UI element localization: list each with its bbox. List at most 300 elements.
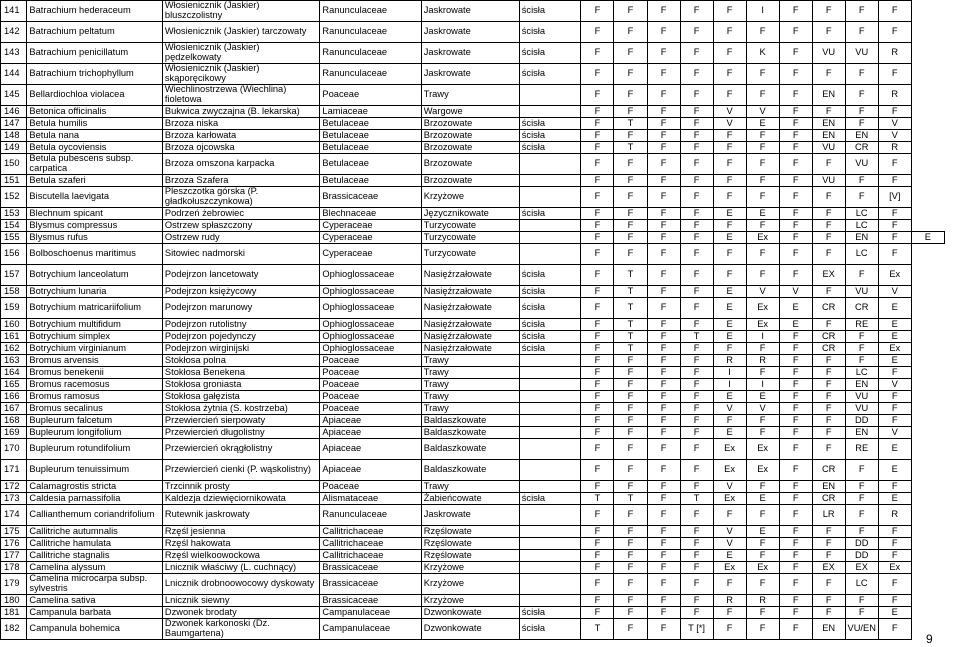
polish-name: Rzęśl hakowata xyxy=(162,538,320,550)
protection-status xyxy=(519,187,581,208)
protection-status xyxy=(519,154,581,175)
category-cell: F xyxy=(878,403,911,415)
latin-name: Bolboschoenus maritimus xyxy=(27,244,162,265)
category-cell: F xyxy=(614,232,647,244)
category-cell: VU xyxy=(845,286,878,298)
row-number: 182 xyxy=(1,619,27,640)
row-number: 149 xyxy=(1,142,27,154)
category-cell: EN xyxy=(845,232,878,244)
category-cell: T xyxy=(614,343,647,355)
category-cell: F xyxy=(845,175,878,187)
category-cell: F xyxy=(647,286,680,298)
category-cell: F xyxy=(812,439,845,460)
category-cell: R xyxy=(878,505,911,526)
family-name: Brassicaceae xyxy=(320,187,421,208)
latin-name: Blysmus rufus xyxy=(27,232,162,244)
family-polish-name: Brzozowate xyxy=(421,175,519,187)
family-name: Ophioglossaceae xyxy=(320,286,421,298)
category-cell: F xyxy=(581,187,614,208)
category-cell: F xyxy=(647,22,680,43)
category-cell: F xyxy=(713,130,746,142)
category-cell: VU xyxy=(845,391,878,403)
row-number: 159 xyxy=(1,298,27,319)
latin-name: Callitriche hamulata xyxy=(27,538,162,550)
category-cell: Ex xyxy=(713,460,746,481)
polish-name: Brzoza niska xyxy=(162,118,320,130)
category-cell: F xyxy=(680,244,713,265)
category-cell: F xyxy=(581,142,614,154)
category-cell: F xyxy=(746,22,779,43)
category-cell: F xyxy=(878,391,911,403)
table-row xyxy=(1,391,945,403)
category-cell: V xyxy=(779,286,812,298)
category-cell: V xyxy=(713,526,746,538)
protection-status: ścisła xyxy=(519,64,581,85)
latin-name: Blechnum spicant xyxy=(27,208,162,220)
category-cell: F xyxy=(779,220,812,232)
category-cell: F xyxy=(680,391,713,403)
category-cell: F xyxy=(647,562,680,574)
category-cell: F xyxy=(647,331,680,343)
family-polish-name: Baldaszkowate xyxy=(421,460,519,481)
family-name: Poaceae xyxy=(320,367,421,379)
table-row xyxy=(1,574,945,595)
polish-name: Przewiercień cienki (P. wąskolistny) xyxy=(162,460,320,481)
category-cell: F xyxy=(779,142,812,154)
protection-status: ścisła xyxy=(519,619,581,640)
category-cell: F xyxy=(878,595,911,607)
category-cell: F xyxy=(680,130,713,142)
category-cell: F xyxy=(581,22,614,43)
category-cell: F xyxy=(812,379,845,391)
category-cell: F xyxy=(680,43,713,64)
table-row xyxy=(1,481,945,493)
category-cell: F xyxy=(746,619,779,640)
latin-name: Bupleurum rotundifolium xyxy=(27,439,162,460)
latin-name: Betonica officinalis xyxy=(27,106,162,118)
category-cell: F xyxy=(680,286,713,298)
category-cell: F xyxy=(812,106,845,118)
latin-name: Batrachium penicillatum xyxy=(27,43,162,64)
row-number: 177 xyxy=(1,550,27,562)
category-cell: F xyxy=(713,505,746,526)
table-row xyxy=(1,607,945,619)
protection-status: ścisła xyxy=(519,331,581,343)
category-cell: F xyxy=(779,427,812,439)
latin-name: Bromus arvensis xyxy=(27,355,162,367)
category-cell: E xyxy=(746,118,779,130)
row-number: 181 xyxy=(1,607,27,619)
category-cell: F xyxy=(713,265,746,286)
category-cell: V xyxy=(878,379,911,391)
category-cell: F xyxy=(647,403,680,415)
category-cell: F xyxy=(812,607,845,619)
category-cell: F xyxy=(680,538,713,550)
row-number: 171 xyxy=(1,460,27,481)
category-cell: F xyxy=(647,64,680,85)
category-cell: F xyxy=(581,367,614,379)
family-polish-name: Nasięźrzałowate xyxy=(421,331,519,343)
category-cell: E xyxy=(911,232,944,244)
category-cell: F xyxy=(878,64,911,85)
table-row xyxy=(1,208,945,220)
category-cell: F xyxy=(779,43,812,64)
category-cell: F xyxy=(746,343,779,355)
family-name: Poaceae xyxy=(320,391,421,403)
family-name: Poaceae xyxy=(320,85,421,106)
family-polish-name: Jaskrowate xyxy=(421,64,519,85)
category-cell: EN xyxy=(812,130,845,142)
table-row xyxy=(1,619,945,640)
polish-name: Rzęśl wielkoowockowa xyxy=(162,550,320,562)
table-row xyxy=(1,175,945,187)
category-cell: F xyxy=(614,595,647,607)
category-cell: F xyxy=(878,232,911,244)
category-cell: F xyxy=(746,265,779,286)
category-cell: F xyxy=(713,22,746,43)
category-cell: F xyxy=(878,244,911,265)
family-name: Betulaceae xyxy=(320,175,421,187)
category-cell: F xyxy=(779,331,812,343)
category-cell: F xyxy=(581,379,614,391)
category-cell: E xyxy=(746,526,779,538)
family-polish-name: Baldaszkowate xyxy=(421,415,519,427)
category-cell: V xyxy=(713,403,746,415)
category-cell: F xyxy=(647,118,680,130)
category-cell: Ex xyxy=(746,460,779,481)
polish-name: Stokłosa groniasta xyxy=(162,379,320,391)
category-cell: F xyxy=(647,220,680,232)
category-cell: F xyxy=(614,439,647,460)
family-name: Cyperaceae xyxy=(320,220,421,232)
family-name: Betulaceae xyxy=(320,142,421,154)
category-cell: F xyxy=(680,1,713,22)
table-row xyxy=(1,286,945,298)
row-number: 170 xyxy=(1,439,27,460)
category-cell: EN xyxy=(812,619,845,640)
category-cell: Ex xyxy=(713,562,746,574)
category-cell: E xyxy=(713,331,746,343)
category-cell: F xyxy=(581,64,614,85)
row-number: 155 xyxy=(1,232,27,244)
family-name: Ranunculaceae xyxy=(320,505,421,526)
protection-status xyxy=(519,106,581,118)
category-cell: F xyxy=(812,526,845,538)
row-number: 145 xyxy=(1,85,27,106)
category-cell: F xyxy=(614,22,647,43)
category-cell: F xyxy=(614,526,647,538)
category-cell: T xyxy=(614,493,647,505)
category-cell: CR xyxy=(845,142,878,154)
category-cell: F xyxy=(614,367,647,379)
family-name: Betulaceae xyxy=(320,118,421,130)
category-cell: F xyxy=(680,118,713,130)
category-cell: F xyxy=(878,619,911,640)
category-cell: F xyxy=(779,526,812,538)
category-cell: F xyxy=(581,526,614,538)
category-cell: F xyxy=(845,526,878,538)
category-cell: F xyxy=(845,493,878,505)
polish-name: Przewiercień długolistny xyxy=(162,427,320,439)
category-cell: F xyxy=(680,427,713,439)
category-cell: F xyxy=(647,427,680,439)
protection-status: ścisła xyxy=(519,343,581,355)
category-cell: F xyxy=(845,85,878,106)
family-name: Cyperaceae xyxy=(320,232,421,244)
category-cell: F xyxy=(713,574,746,595)
category-cell: F xyxy=(581,574,614,595)
category-cell: F xyxy=(713,1,746,22)
category-cell: LC xyxy=(845,208,878,220)
category-cell: F xyxy=(713,64,746,85)
polish-name: Lnicznik siewny xyxy=(162,595,320,607)
category-cell: E xyxy=(713,550,746,562)
category-cell: F xyxy=(878,220,911,232)
category-cell: F xyxy=(614,220,647,232)
category-cell: F xyxy=(779,550,812,562)
category-cell: F xyxy=(680,607,713,619)
category-cell: F xyxy=(779,505,812,526)
category-cell: F xyxy=(581,595,614,607)
family-polish-name: Brzozowate xyxy=(421,154,519,175)
category-cell: F xyxy=(680,265,713,286)
category-cell: F xyxy=(779,415,812,427)
row-number: 151 xyxy=(1,175,27,187)
category-cell: F xyxy=(845,481,878,493)
category-cell: F xyxy=(878,22,911,43)
category-cell: DD xyxy=(845,538,878,550)
latin-name: Blysmus compressus xyxy=(27,220,162,232)
category-cell: EN xyxy=(812,85,845,106)
category-cell: F xyxy=(779,379,812,391)
category-cell: F xyxy=(746,187,779,208)
category-cell: F xyxy=(680,64,713,85)
category-cell: F xyxy=(779,403,812,415)
category-cell: LC xyxy=(845,244,878,265)
table-row xyxy=(1,343,945,355)
row-number: 152 xyxy=(1,187,27,208)
family-name: Apiaceae xyxy=(320,460,421,481)
table-row xyxy=(1,355,945,367)
family-name: Betulaceae xyxy=(320,154,421,175)
protection-status xyxy=(519,505,581,526)
category-cell: Ex xyxy=(713,493,746,505)
category-cell: F xyxy=(647,526,680,538)
category-cell: CR xyxy=(812,493,845,505)
category-cell: F xyxy=(878,1,911,22)
family-polish-name: Dzwonkowate xyxy=(421,607,519,619)
table-row xyxy=(1,43,945,64)
row-number: 180 xyxy=(1,595,27,607)
family-name: Apiaceae xyxy=(320,427,421,439)
category-cell: T xyxy=(614,265,647,286)
family-name: Ranunculaceae xyxy=(320,22,421,43)
category-cell: F xyxy=(746,505,779,526)
latin-name: Calamagrostis stricta xyxy=(27,481,162,493)
category-cell: F xyxy=(647,379,680,391)
row-number: 166 xyxy=(1,391,27,403)
family-polish-name: Jaskrowate xyxy=(421,43,519,64)
family-polish-name: Jaskrowate xyxy=(421,505,519,526)
category-cell: F xyxy=(878,481,911,493)
category-cell: F xyxy=(845,595,878,607)
category-cell: F xyxy=(779,85,812,106)
family-polish-name: Wargowe xyxy=(421,106,519,118)
category-cell: F xyxy=(614,106,647,118)
category-cell: F xyxy=(680,355,713,367)
protection-status xyxy=(519,391,581,403)
row-number: 160 xyxy=(1,319,27,331)
polish-name: Przewiercień okrągłolistny xyxy=(162,439,320,460)
polish-name: Podejrzon pojedynczy xyxy=(162,331,320,343)
family-name: Poaceae xyxy=(320,403,421,415)
category-cell: F xyxy=(713,220,746,232)
row-number: 161 xyxy=(1,331,27,343)
category-cell: F xyxy=(746,220,779,232)
latin-name: Bupleurum falcetum xyxy=(27,415,162,427)
category-cell: LR xyxy=(812,505,845,526)
latin-name: Caldesia parnassifolia xyxy=(27,493,162,505)
polish-name: Ostrzew spłaszczony xyxy=(162,220,320,232)
category-cell: F xyxy=(779,118,812,130)
category-cell: CR xyxy=(812,298,845,319)
category-cell: F xyxy=(614,607,647,619)
category-cell: F xyxy=(746,574,779,595)
family-polish-name: Nasięźrzałowate xyxy=(421,343,519,355)
category-cell: F xyxy=(845,265,878,286)
polish-name: Lnicznik drobnoowocowy dyskowaty xyxy=(162,574,320,595)
polish-name: Włosienicznik (Jaskier) pędzelkowaty xyxy=(162,43,320,64)
protection-status: ścisła xyxy=(519,1,581,22)
family-name: Ranunculaceae xyxy=(320,64,421,85)
category-cell: V xyxy=(713,106,746,118)
polish-name: Włosienicznik (Jaskier) bluszczolistny xyxy=(162,1,320,22)
row-number: 157 xyxy=(1,265,27,286)
category-cell: F xyxy=(680,415,713,427)
category-cell: F xyxy=(779,106,812,118)
category-cell: F xyxy=(779,355,812,367)
category-cell: T xyxy=(581,619,614,640)
category-cell: F xyxy=(581,481,614,493)
protection-status xyxy=(519,538,581,550)
category-cell: [V] xyxy=(878,187,911,208)
row-number: 141 xyxy=(1,1,27,22)
family-polish-name: Trawy xyxy=(421,391,519,403)
protection-status: ścisła xyxy=(519,493,581,505)
category-cell: F xyxy=(779,607,812,619)
category-cell: T xyxy=(614,298,647,319)
category-cell: I xyxy=(713,379,746,391)
category-cell: F xyxy=(878,550,911,562)
category-cell: F xyxy=(581,439,614,460)
row-number: 153 xyxy=(1,208,27,220)
category-cell: F xyxy=(581,220,614,232)
category-cell: RE xyxy=(845,319,878,331)
latin-name: Camelina sativa xyxy=(27,595,162,607)
category-cell: F xyxy=(680,232,713,244)
category-cell: F xyxy=(713,187,746,208)
protection-status: ścisła xyxy=(519,298,581,319)
protection-status xyxy=(519,367,581,379)
category-cell: F xyxy=(812,1,845,22)
polish-name: Brzoza omszona karpacka xyxy=(162,154,320,175)
row-number: 168 xyxy=(1,415,27,427)
family-polish-name: Rzęślowate xyxy=(421,538,519,550)
row-number: 165 xyxy=(1,379,27,391)
category-cell: F xyxy=(581,265,614,286)
category-cell: F xyxy=(614,415,647,427)
category-cell: F xyxy=(614,574,647,595)
category-cell: Ex xyxy=(878,562,911,574)
category-cell: F xyxy=(878,208,911,220)
polish-name: Podejrzon wirginijski xyxy=(162,343,320,355)
category-cell: F xyxy=(779,562,812,574)
category-cell: F xyxy=(647,154,680,175)
category-cell: F xyxy=(581,286,614,298)
category-cell: EN xyxy=(845,379,878,391)
row-number: 148 xyxy=(1,130,27,142)
protection-status: ścisła xyxy=(519,286,581,298)
latin-name: Betula pubescens subsp. carpatica xyxy=(27,154,162,175)
category-cell: F xyxy=(812,187,845,208)
category-cell: DD xyxy=(845,550,878,562)
category-cell: F xyxy=(581,427,614,439)
category-cell: V xyxy=(878,118,911,130)
category-cell: F xyxy=(845,505,878,526)
category-cell: F xyxy=(680,439,713,460)
polish-name: Trzcinnik prosty xyxy=(162,481,320,493)
row-number: 146 xyxy=(1,106,27,118)
category-cell: CR xyxy=(812,460,845,481)
category-cell: F xyxy=(812,220,845,232)
category-cell: F xyxy=(878,367,911,379)
category-cell: F xyxy=(581,538,614,550)
category-cell: EX xyxy=(845,562,878,574)
category-cell: F xyxy=(845,106,878,118)
category-cell: F xyxy=(647,439,680,460)
category-cell: F xyxy=(779,232,812,244)
category-cell: E xyxy=(746,493,779,505)
category-cell: F xyxy=(614,244,647,265)
latin-name: Callitriche autumnalis xyxy=(27,526,162,538)
category-cell: F xyxy=(713,619,746,640)
family-polish-name: Rzęślowate xyxy=(421,526,519,538)
category-cell: F xyxy=(647,130,680,142)
latin-name: Betula oycoviensis xyxy=(27,142,162,154)
family-polish-name: Żabieńcowate xyxy=(421,493,519,505)
polish-name: Dzwonek karkonoski (Dz. Baumgartena) xyxy=(162,619,320,640)
category-cell: E xyxy=(713,391,746,403)
category-cell: F xyxy=(812,319,845,331)
category-cell: F xyxy=(680,367,713,379)
category-cell: E xyxy=(779,319,812,331)
table-row xyxy=(1,439,945,460)
category-cell: E xyxy=(878,493,911,505)
category-cell: Ex xyxy=(746,232,779,244)
family-name: Ophioglossaceae xyxy=(320,319,421,331)
category-cell: F xyxy=(581,550,614,562)
latin-name: Botrychium matricariifolium xyxy=(27,298,162,319)
latin-name: Callitriche stagnalis xyxy=(27,550,162,562)
category-cell: F xyxy=(713,43,746,64)
row-number: 178 xyxy=(1,562,27,574)
family-name: Cyperaceae xyxy=(320,244,421,265)
latin-name: Biscutella laevigata xyxy=(27,187,162,208)
category-cell: R xyxy=(713,355,746,367)
category-cell: F xyxy=(614,427,647,439)
protection-status xyxy=(519,379,581,391)
category-cell: F xyxy=(581,331,614,343)
